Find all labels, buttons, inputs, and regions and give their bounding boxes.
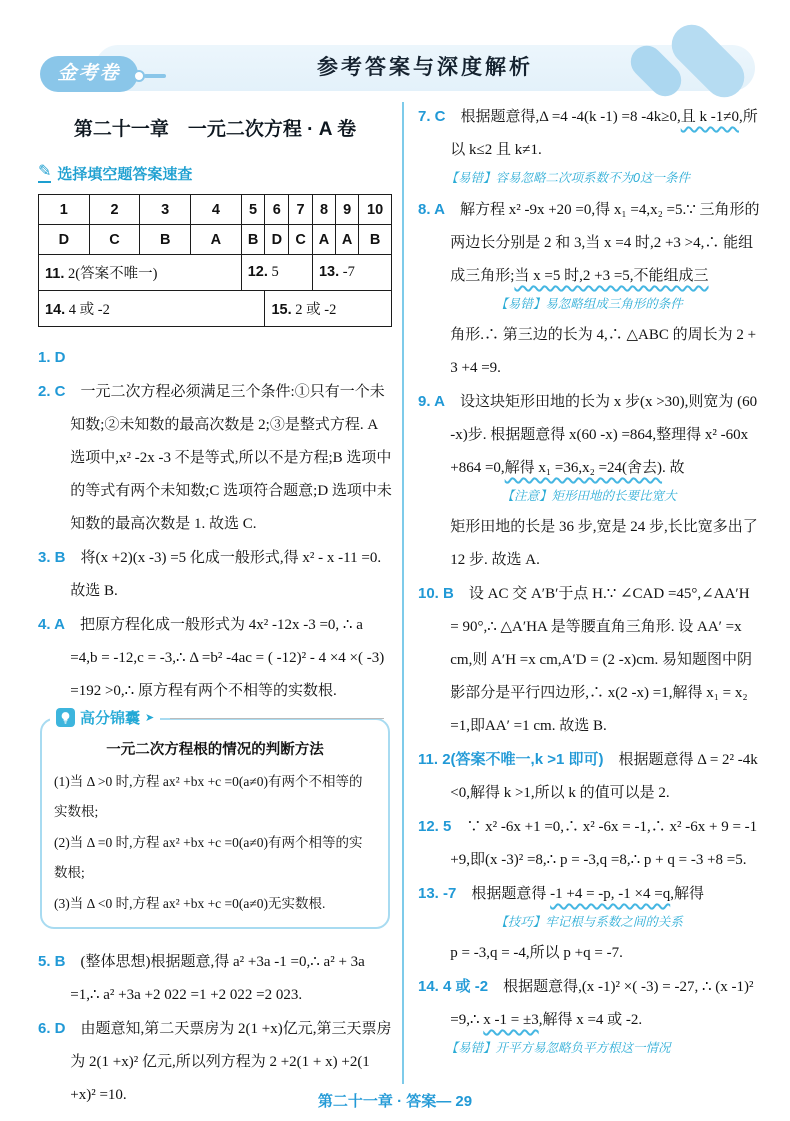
- page-footer: 第二十一章 · 答案— 29: [317, 1093, 473, 1110]
- tip-line: (2)当 Δ =0 时,方程 ax² +bx +c =0(a≠0)有两个相等的实数根;: [54, 834, 363, 881]
- q-number: 2: [89, 195, 140, 225]
- solution-text: 一元二次方程必须满足三个条件:①只有一个未知数;②未知数的最高次数是 2;③是整式方程. A 选项中,x² -2x -3 不是等式,所以不是方程;B 选项中的等式有两个未知数;C 选项符合题意;D 选项中未知数的最高次数是 1. 故选 C.: [70, 384, 392, 532]
- fill-answer: [241, 255, 312, 291]
- key-point-underline: 且 k -1≠0: [680, 109, 739, 125]
- attention-note: 【注意】矩形田地的长要比宽大: [501, 489, 677, 503]
- fill-val: 4 或 -2: [68, 302, 110, 318]
- error-note: 【易错】易忽略组成三角形的条件: [495, 297, 683, 311]
- solution-text: 解方程 x² -9x +20 =0,得 x₁ =4,x₂ =5.∵ 三角形的两边长分别是 2 和 3,当 x =4 时,2 +3 >4,∴ 能组成三角形;: [450, 202, 760, 284]
- q-answer: B: [359, 225, 392, 255]
- q-answer: D: [39, 225, 90, 255]
- answer-label: 5. B: [38, 952, 66, 970]
- technique-note: 【技巧】牢记根与系数之间的关系: [495, 915, 683, 929]
- q-number: 9: [336, 195, 359, 225]
- fill-val: -7: [342, 264, 355, 280]
- answer-label: 4. A: [38, 616, 65, 633]
- fill-no: 11.: [45, 266, 65, 282]
- error-note: 【易错】开平方易忽略负平方根这一情况: [445, 1041, 671, 1055]
- solution-item-2: [38, 375, 392, 541]
- solution-text: ,所以 k≤2 且 k≠1.: [450, 109, 758, 158]
- table-row-answers: [39, 225, 392, 255]
- key-point-underline: 解得 x₁ =36,x₂ =24(舍去): [504, 460, 663, 476]
- chapter-title: 第二十一章 一元二次方程 · A 卷: [73, 119, 357, 140]
- quick-check-label: 选择填空题答案速查: [57, 166, 193, 183]
- fill-val: 5: [271, 264, 279, 280]
- brand-logo: 金考卷: [40, 56, 138, 92]
- solution-item-4: [38, 608, 392, 708]
- solution-text: 根据题意得 Δ = 2² -4k <0,解得 k >1,所以 k 的值可以是 2.: [450, 752, 758, 801]
- answer-label: 10. B: [418, 585, 454, 602]
- q-number: 10: [359, 195, 392, 225]
- table-row-fill-1: [39, 255, 392, 291]
- q-answer: B: [241, 225, 265, 255]
- solution-item-8-continued: 角形.∴ 第三边的长为 4,∴ △ABC 的周长为 2 + 3 +4 =9.: [450, 327, 757, 376]
- solution-item-9: [418, 385, 760, 485]
- solution-item-7: [418, 100, 760, 167]
- solution-item-13: [418, 877, 760, 911]
- answer-label: 9. A: [418, 393, 445, 410]
- solution-text: 由题意知,第二天票房为 2(1 +x)亿元,第三天票房为 2(1 +x)² 亿元,所以列方程为 2 +2(1 + x) +2(1 +x)² =10.: [70, 1020, 392, 1103]
- table-row-numbers: [39, 195, 392, 225]
- q-number: 4: [191, 195, 242, 225]
- solution-text: 将(x +2)(x -3) =5 化成一般形式,得 x² - x -11 =0. 故选 B.: [70, 550, 382, 599]
- left-column: [38, 100, 392, 1112]
- pencil-icon: [38, 164, 51, 183]
- fill-answer: [312, 255, 391, 291]
- answer-label: 14. 4 或 -2: [418, 978, 489, 995]
- answer-label: 12. 5: [418, 818, 452, 835]
- q-answer: A: [336, 225, 359, 255]
- solution-text: ∵ x² -6x +1 =0,∴ x² -6x = -1,∴ x² -6x + 9 = -1 +9,即(x -3)² =8,∴ p = -3,q =8,∴ p + q = -3 +8 =5.: [450, 819, 758, 868]
- solution-item-12: [418, 810, 760, 877]
- table-row-fill-2: [39, 291, 392, 327]
- solution-text: ,解得: [670, 886, 704, 902]
- tip-line: (1)当 Δ >0 时,方程 ax² +bx +c =0(a≠0)有两个不相等的实数根;: [54, 774, 363, 820]
- solution-item-8: [418, 193, 760, 293]
- fill-no: 12.: [247, 264, 268, 280]
- fill-answer: [39, 255, 242, 291]
- tip-box-title: 高分锦囊: [80, 710, 141, 727]
- answer-label: 1. D: [38, 349, 66, 366]
- fill-answer: [265, 291, 392, 327]
- lightbulb-icon: [56, 708, 75, 727]
- error-note: 【易错】容易忽略二次项系数不为0这一条件: [445, 171, 690, 185]
- solution-item-5: [38, 945, 392, 1012]
- answer-label: 13. -7: [418, 885, 457, 902]
- tip-box-heading: [50, 707, 160, 728]
- logo-connector-dash: [144, 74, 166, 78]
- tip-line: (3)当 Δ <0 时,方程 ax² +bx +c =0(a≠0)无实数根.: [54, 895, 326, 911]
- solution-item-10: [418, 577, 760, 743]
- answer-label: 2. C: [38, 383, 66, 400]
- solution-text: 设 AC 交 A′B′于点 H.∵ ∠CAD =45°,∠AA′H = 90°,∴ △A′HA 是等腰直角三角形. 设 AA′ =x cm,则 A′H =x cm,A′D = (2 -x)cm. 易知题图中阴影部分是平行四边形,∴ x(2 -x) =1,解得 x₁ = x₂ =1,即AA′ =1 cm. 故选 B.: [450, 586, 753, 734]
- q-number: 5: [241, 195, 265, 225]
- q-answer: A: [312, 225, 335, 255]
- solution-item-1: [38, 341, 392, 375]
- solution-text: 把原方程化成一般形式为 4x² -12x -3 =0, ∴ a =4,b = -12,c = -3,∴ Δ =b² -4ac = ( -12)² - 4 ×4 ×( -3) =192 >0,∴ 原方程有两个不相等的实数根.: [70, 617, 385, 699]
- solution-text: ,解得 x =4 或 -2.: [538, 1012, 643, 1028]
- solution-item-13-continued: p = -3,q = -4,所以 p +q = -7.: [450, 945, 623, 961]
- fill-answer: [39, 291, 265, 327]
- fill-val: 2 或 -2: [295, 302, 337, 318]
- q-number: 3: [140, 195, 191, 225]
- q-answer: D: [265, 225, 289, 255]
- solution-text: (整体思想)根据题意,得 a² +3a -1 =0,∴ a² + 3a =1,∴ a² +3a +2 022 =1 +2 022 =2 023.: [70, 953, 365, 1003]
- key-point-underline: 当 x =5 时,2 +3 =5,不能组成三: [514, 268, 709, 284]
- q-answer: B: [140, 225, 191, 255]
- fill-val: 2(答案不唯一): [67, 266, 158, 282]
- tip-heading-rule: [170, 718, 384, 719]
- answer-label: 6. D: [38, 1019, 66, 1037]
- answer-label: 7. C: [418, 108, 446, 125]
- q-number: 8: [312, 195, 335, 225]
- solution-text: 根据题意得,(x -1)² ×( -3) = -27, ∴ (x -1)² =9,∴: [450, 979, 754, 1028]
- solution-item-3: [38, 541, 392, 608]
- solution-text: . 故: [662, 460, 685, 476]
- right-column: [418, 100, 760, 1063]
- page-title: 参考答案与深度解析: [317, 56, 533, 79]
- key-point-underline: -1 +4 = -p, -1 ×4 =q: [550, 886, 671, 902]
- column-divider: [402, 102, 404, 1084]
- answer-label: 11. 2(答案不唯一,k >1 即可): [418, 751, 604, 768]
- tip-subject: 一元二次方程根的情况的判断方法: [106, 742, 324, 758]
- solution-text: 根据题意得,Δ =4 -4(k -1) =8 -4k≥0,: [460, 109, 681, 125]
- solution-text: 设这块矩形田地的长为 x 步(x >30),则宽为 (60 -x)步. 根据题意得 x(60 -x) =864,整理得 x² -60x +864 =0,: [450, 394, 758, 476]
- key-point-underline: x -1 = ±3: [483, 1012, 539, 1028]
- solution-item-9-continued: 矩形田地的长是 36 步,宽是 24 步,长比宽多出了 12 步. 故选 A.: [450, 519, 758, 568]
- q-number: 6: [265, 195, 289, 225]
- solution-text: 根据题意得: [471, 886, 551, 902]
- q-answer: C: [289, 225, 313, 255]
- tip-box: [40, 710, 390, 929]
- q-number: 7: [289, 195, 313, 225]
- quick-check-heading: [38, 163, 392, 184]
- fill-no: 13.: [318, 264, 340, 280]
- solution-item-11: [418, 743, 760, 810]
- q-answer: A: [191, 225, 242, 255]
- fill-no: 15.: [271, 302, 292, 318]
- arrow-right-icon: [145, 711, 154, 724]
- answer-quick-table: [38, 194, 392, 327]
- answer-label: 8. A: [418, 201, 445, 218]
- q-number: 1: [39, 195, 90, 225]
- solution-item-14: [418, 970, 760, 1037]
- answer-label: 3. B: [38, 549, 66, 566]
- q-answer: C: [89, 225, 140, 255]
- fill-no: 14.: [45, 302, 66, 318]
